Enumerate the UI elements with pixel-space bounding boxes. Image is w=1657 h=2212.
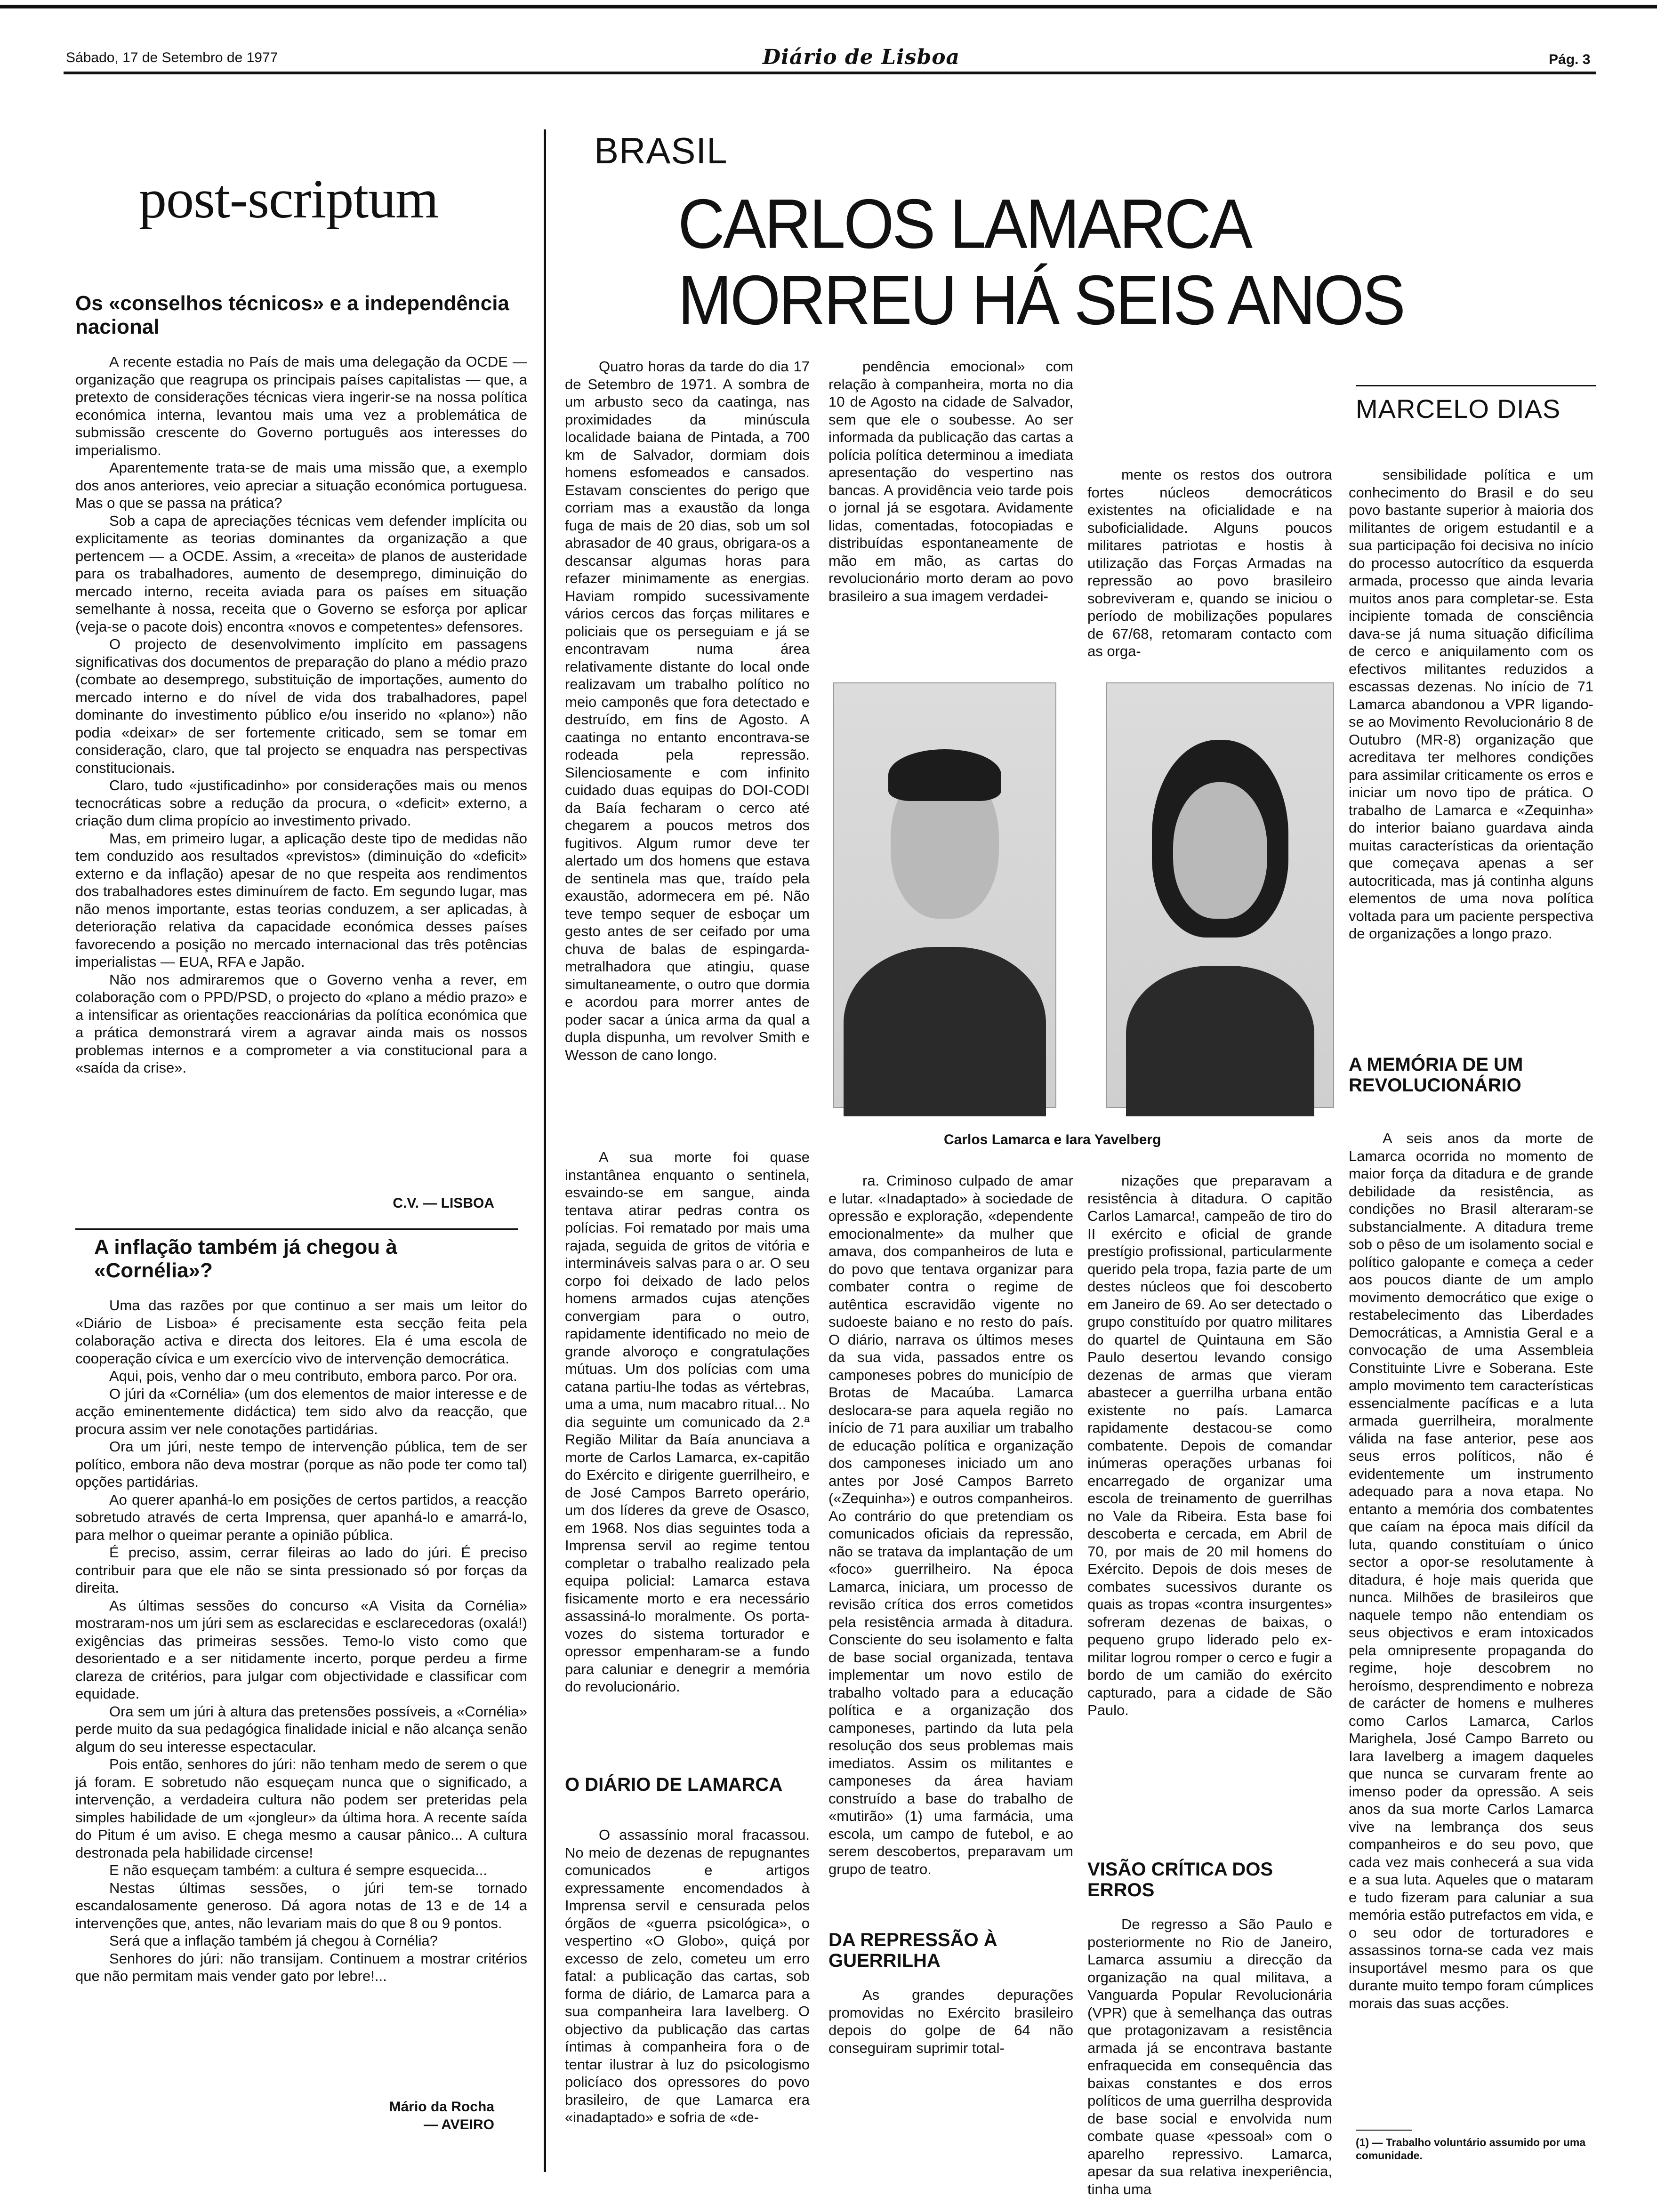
ps2-paragraph: Será que a inflação também já chegou à Cornélia? — [109, 1932, 438, 1949]
article-paragraph: A seis anos da morte de Lamarca ocorrida no momento de maior força da ditadura e de grande debilidade da resistência, as condições no Brasil alteraram-se substancialmente. A ditadura treme sob o pêso de um isolamento social e político galopante e começa a ceder aos poucos diante de um amplo movimento democrático que exige o restabelecimento das Liberdades Democráticas, a Amnistia Geral e a convocação de uma Assembleia Constituinte Livre e Soberana. Este amplo movimento tem características essencialmente pacíficas e a luta armada guerrilheira, moralmente válida na fase anterior, pese aos seus erros políticos, não é evidentemente um instrumento adequado para a nova etapa. No entanto a memória dos combatentes que caíam na época mais difícil da luta, quando constituíam o único sector a opor-se resolutamente à ditadura, é hoje mais querida que nunca. Milhões de brasileiros que naquele tempo não entendiam os seus objectivos e eram intoxicados pela omnipresente propaganda do regime, hoje descobrem no heroísmo, desprendimento e nobreza de carácter de homens e mulheres como Carlos Lamarca, Carlos Marighela, José Campo Barreto ou Iara Iavelberg a imagem daqueles que nunca se curvaram frente ao imenso poder da opressão. A seis anos da sua morte Carlos Lamarca vive na lembrança dos seus companheiros e do seu povo, que cada vez mais conhecerá a sua vida e a sua luta. Aqueles que o mataram e tudo fizeram para caluniar a sua memória estão putrefactos em vida, e o seu odor de torturadores e assassinos torna-se cada vez mais insuportável mesmo para os que durante muito tempo foram cúmplices morais das suas acções. — [1349, 1130, 1593, 2012]
ps2-paragraph: Ao querer apanhá-lo em posições de certos partidos, a reacção sobretudo através de certa Imprensa, quer apanhá-lo e amarrá-lo, para melhor o queimar perante a opinião pública. — [75, 1491, 527, 1543]
ps1-paragraph: Não nos admiraremos que o Governo venha a rever, em colaboração com o PPD/PSD, o projecto do «plano a médio prazo» e a intensificar as orientações reaccionárias da política económica que a prática demonstrará virem a agravar ainda mais os nossos problemas internos e a comprometer a via constitucional para a «saída da crise». — [75, 971, 527, 1076]
headline-line-1: CARLOS LAMARCA — [678, 184, 1251, 264]
article-paragraph: ra. Criminoso culpado de amar e lutar. «Inadaptado» à sociedade de opressão e exploração, «dependente emocionalmente» da mulher que amava, dos companheiros de luta e do povo que tentava organizar para combater contra o regime de autêntica escravidão vigente no sudoeste baiano e no resto do país. O diário, narrava os últimos meses da sua vida, passados entre os camponeses pobres do município de Brotas de Macaúba. Lamarca deslocara-se para aquela região no início de 71 para auxiliar um trabalho de educação política e organização dos camponeses iniciado um ano antes por José Campos Barreto («Zequinha») e outros companheiros. Ao contrário do que pretendiam os comunicados oficiais da repressão, não se tratava da implantação de um «foco» guerrilheiro. Na época Lamarca, iniciara, um processo de revisão crítica dos erros cometidos pela resistência armada à ditadura. Consciente do seu isolamento e falta de base social organizada, tentava implementar um novo estilo de trabalho voltado para a educação política e a organização dos camponeses, partindo da luta pela resolução dos seus problemas mais imediatos. Assim os militantes e camponeses da área haviam construído a base do trabalho de «mutirão» (1) uma farmácia, uma escola, um campo de futebol, e ao serem descobertos, preparavam um grupo de teatro. — [828, 1172, 1073, 1877]
ps-section1-body — [75, 353, 527, 1172]
article-paragraph: nizações que preparavam a resistência à ditadura. O capitão Carlos Lamarca!, campeão de tiro do II exército e oficial de grande prestígio profissional, particularmente querido pela tropa, fazia parte de um destes núcleos que foi descoberto em Janeiro de 69. Ao ser detectado o grupo constituído por quatro militares do quartel de Quintauna em São Paulo desertou levando consigo dezenas de armas que vieram abastecer a guerrilha urbana então existente no país. Lamarca rapidamente destacou-se como combatente. Depois de comandar inúmeras operações urbanas foi encarregado de organizar uma escola de treinamento de guerrilhas no Vale da Ribeira. Esta base foi descoberta e cercada, em Abril de 70, por mais de 20 mil homens do Exército. Depois de dois meses de combates sucessivos durante os quais as tropas «contra insurgentes» sofreram dezenas de baixas, o pequeno grupo liderado pelo ex-militar logrou romper o cerco e fugir a bordo de um camião do exército capturado, para a cidade de São Paulo. — [1087, 1172, 1332, 1718]
ps2-paragraph: Pois então, senhores do júri: não tenham medo de serem o que já foram. E sobretudo não esqueçam nunca que o significado, a intervenção, a verdadeira cultura não podem ser preteridas pela simples habilidade de um «jongleur» da última hora. A recente saída do Pitum é um aviso. E chega mesmo a causar pânico... A cultura destronada pela habilidade circense! — [75, 1756, 527, 1861]
portrait-face — [1173, 782, 1267, 919]
ps2-paragraph: E não esqueçam também: a cultura é sempre esquecida... — [109, 1862, 487, 1878]
ps1-paragraph: Sob a capa de apreciações técnicas vem defender implícita ou explicitamente as teorias dominantes da organização a que pertencem — a OCDE. Assim, a «receita» de planos de austeridade para os trabalhadores, aumento de desemprego, diminuição do mercado interno, receita aviada para os países em situação semelhante à nossa, receita que o Governo se esforça por aplicar (veja-se o pacote dois) encontra «novos e competentes» defensores. — [75, 512, 527, 635]
article-col2-end — [828, 1986, 1073, 2184]
article-kicker: BRASIL — [594, 130, 728, 171]
ps2-paragraph: Ora sem um júri à altura das pretensões possíveis, a «Cornélia» perde muito da sua pedagógica finalidade inicial e não alcança senão algum do seu interesse espectacular. — [75, 1703, 527, 1755]
col2-subheading: DA REPRESSÃO À GUERRILHA — [828, 1930, 997, 1971]
photo-carlos-lamarca — [833, 682, 1056, 1108]
ps-section1-heading: Os «conselhos técnicos» e a independência nacional — [75, 292, 509, 338]
ps2-paragraph: Uma das razões por que continuo a ser mais um leitor do «Diário de Lisboa» é precisamente esta secção feita pela colaboração activa e directa dos leitores. Ela é uma escola de cooperação cívica e um exercício vivo de intervenção democrática. — [75, 1297, 527, 1367]
ps-section1-signature: C.V. — LISBOA — [393, 1195, 494, 1211]
byline-rule — [1356, 385, 1596, 386]
article-paragraph: mente os restos dos outrora fortes núcleos democráticos existentes na oficialidade e na suboficialidade. Alguns poucos militares patriotas e hostis à utilização das Forças Armadas na repressão ao povo brasileiro sobreviveram e, quando se iniciou o período de mobilizações populares de 67/68, retomaram contacto com as orga- — [1087, 466, 1332, 659]
article-col4-end — [1349, 1130, 1593, 2099]
ps-section2-heading: A inflação também já chegou à «Cornélia»? — [94, 1235, 397, 1282]
article-col2-bottom — [828, 1172, 1073, 1887]
article-col2-top — [828, 358, 1073, 649]
article-col4-top — [1349, 466, 1593, 1050]
col1-subheading: O DIÁRIO DE LAMARCA — [565, 1774, 783, 1795]
article-col3-top — [1087, 466, 1332, 659]
ps2-paragraph: Aqui, pois, venho dar o meu contributo, embora parco. Por ora. — [109, 1368, 517, 1384]
ps1-paragraph: Mas, em primeiro lugar, a aplicação deste tipo de medidas não tem conduzido aos resultados «previstos» (diminuição do «deficit» externo e da inflação) apesar de no que respeita aos rendimentos dos trabalhadores estes diminuírem de facto. Em segundo lugar, mas não menos importante, estas teorias conduzem, a ser aplicadas, à deterioração relativa da capacidade económica desses países favorecendo a posição no mercado internacional das três potências imperialistas — EUA, RFA e Japão. — [75, 830, 527, 970]
ps2-paragraph: Nestas últimas sessões, o júri tem-se tornado escandalosamente generoso. Dá agora notas de 13 e de 14 a intervenções que, antes, não levariam mais do que 8 ou 9 pontos. — [75, 1879, 527, 1931]
page-number: Pág. 3 — [1549, 52, 1591, 67]
ps2-paragraph: Senhores do júri: não transijam. Continuem a mostrar critérios que não permitam mais vender gato por lebre!... — [75, 1950, 527, 1984]
header-rule — [64, 72, 1596, 74]
column-separator-left — [544, 129, 546, 2172]
ps1-paragraph: Aparentemente trata-se de mais uma missão que, a exemplo dos anos anteriores, veio apreciar a situação económica portuguesa. Mas o que se passa na prática? — [75, 459, 527, 511]
ps2-paragraph: O júri da «Cornélia» (um dos elementos de maior interesse e de acção eminentemente didáctica) tem sido alvo da reacção, que procura assim ver nele conotações partidárias. — [75, 1385, 527, 1437]
footnote-rule — [1356, 2130, 1412, 2131]
postscriptum-title: post-scriptum — [139, 168, 438, 230]
issue-date: Sábado, 17 de Setembro de 1977 — [66, 50, 278, 65]
article-col1-bottom — [565, 1148, 810, 1751]
ps-section2-signature-place: — AVEIRO — [423, 2117, 494, 2132]
ps2-paragraph: É preciso, assim, cerrar fileiras ao lado do júri. É preciso contribuir para que ele não se sinta pressionado só por forças da direita. — [75, 1544, 527, 1596]
article-col3-end — [1087, 1915, 1332, 2197]
portrait-shoulders — [1126, 966, 1314, 1116]
article-paragraph: Quatro horas da tarde do dia 17 de Setembro de 1971. A sombra de um arbusto seco da caatinga, nas proximidades da minúscula localidade baiana de Pintada, a 700 km de Salvador, dormiam dois homens esfomeados e cansados. Estavam conscientes do perigo que corriam mas a exaustão da longa fuga de mais de 20 dias, sob um sol abrasador de 40 graus, obrigara-os a descansar algumas horas para refazer minimamente as energias. Haviam rompido sucessivamente vários cercos das forças militares e policiais que os perseguiam e já se encontravam numa área relativamente distante do local onde realizavam um trabalho político no meio camponês que fora detectado e destruído, em fins de Agosto. A caatinga no entanto encontrava-se rodeada pela repressão. Silenciosamente e com infinito cuidado duas equipas do DOI-CODI da Baía fecharam o cerco até chegarem a poucos metros dos fugitivos. Algum rumor deve ter alertado um dos homens que estava de sentinela mas que, traído pela exaustão, adormecera em pé. Não teve tempo sequer de esboçar um gesto antes de ser ceifado por uma chuva de balas de espingarda-metralhadora que atingiu, quase simultaneamente, o outro que dormia e acordou para morrer antes de poder sacar a única arma da qual a dupla dispunha, um revolver Smith e Wesson de cano longo. — [565, 358, 810, 1063]
col3-subheading: VISÃO CRÍTICA DOS ERROS — [1087, 1859, 1273, 1900]
ps2-paragraph: Ora um júri, neste tempo de intervenção pública, tem de ser político, embora não deva mostrar (porque as não pode ter como tal) opções partidárias. — [75, 1438, 527, 1490]
headline-line-2: MORREU HÁ SEIS ANOS — [678, 261, 1404, 340]
article-footnote: (1) — Trabalho voluntário assumido por uma comunidade. — [1356, 2136, 1586, 2162]
ps1-paragraph: A recente estadia no País de mais uma delegação da OCDE — organização que reagrupa os principais países capitalistas — que, a pretexto de considerações técnicas viera ingerir-se na nossa política económica interna, levantou mais uma vez a problemática de submissão crescente do Governo português aos interesses do imperialismo. — [75, 353, 527, 458]
ps-section2-signature-name: Mário da Rocha — [389, 2099, 494, 2115]
article-paragraph: sensibilidade política e um conhecimento do Brasil e do seu povo bastante superior à maioria dos militantes de origem estudantil e a sua participação foi decisiva no início do processo autocrítico da esquerda armada, processo que ainda levaria muitos anos para completar-se. Esta incipiente tomada de consciência dava-se já numa situação dificílima de cerco e aniquilamento com os efectivos militantes reduzidos a escassas dezenas. No início de 71 Lamarca abandonou a VPR ligando-se ao Movimento Revolucionário 8 de Outubro (MR-8) organização que acreditava ter melhores condições para assimilar criticamente os erros e iniciar um novo tipo de prática. O trabalho de Lamarca e «Zequinha» do interior baiano guardava ainda muitas características da orientação que começava apenas a ser autocriticada, mas já continha alguns elementos de uma nova política voltada para um paciente perspectiva de organizações a longo prazo. — [1349, 466, 1593, 942]
portrait-shoulders — [844, 947, 1046, 1116]
article-paragraph: O assassínio moral fracassou. No meio de dezenas de repugnantes comunicados e artigos expressamente encomendados à Imprensa servil e censurada pelos órgãos de «guerra psicológica», o vespertino «O Globo», quiçá por excesso de zelo, cometeu um erro fatal: a publicação das cartas, sob forma de diário, de Lamarca para a sua companheira Iara Iavelberg. O objectivo da publicação das cartas íntimas à companheira fora o de tentar ilustrar à luz do psicologismo policíaco dos opressores do povo brasileiro, de que Lamarca era «inadaptado» e sofria de «de- — [565, 1827, 810, 2125]
photo-caption: Carlos Lamarca e Iara Yavelberg — [944, 1132, 1161, 1147]
ps1-paragraph: O projecto de desenvolvimento implícito em passagens significativas dos documentos de preparação do plano a médio prazo (combate ao desemprego, substituição de importações, aumento do mercado interno e do nível de vida dos trabalhadores, papel dominante do investimento público e/ou inserido no «plano») não podia «deixar» de ser fortemente criticado, sem se tomar em consideração, claro, que tal projecto se enquadra nas perspectivas constitucionais. — [75, 636, 527, 776]
ps1-paragraph: Claro, tudo «justificadinho» por considerações mais ou menos tecnocráticas sobre a redução da procura, o «deficit» externo, a criação dum clima propício ao investimento privado. — [75, 777, 527, 829]
ps-section2-body — [75, 1297, 527, 2087]
ps-divider — [75, 1228, 518, 1230]
article-paragraph: pendência emocional» com relação à companheira, morta no dia 10 de Agosto na cidade de Salvador, sem que ele o soubesse. Ao ser informada da publicação das cartas a polícia política determinou a imediata apresentação do vespertino nas bancas. A providência veio tarde pois o jornal já se esgotara. Avidamente lidas, comentadas, fotocopiadas e distribuídas espontaneamente de mão em mão, as cartas do revolucionário morto deram ao povo brasileiro a sua imagem verdadei- — [828, 358, 1073, 604]
article-headline — [678, 186, 1404, 338]
article-byline: MARCELO DIAS — [1356, 394, 1561, 424]
article-paragraph: De regresso a São Paulo e posteriormente no Rio de Janeiro, Lamarca assumiu a direcção da organização na qual militava, a Vanguarda Popular Revolucionária (VPR) que à semelhança das outras que protagonizavam a resistência armada já se encontrava bastante enfraquecida em consequência das baixas constantes e dos erros políticos de uma guerrilha desprovida de base social e envolvida num combate quase «pessoal» com o aparelho repressivo. Lamarca, apesar da sua relativa inexperiência, tinha uma — [1087, 1916, 1332, 2197]
article-paragraph: As grandes depurações promovidas no Exército brasileiro depois do golpe de 64 não conseguiram suprimir total- — [828, 1987, 1073, 2056]
newspaper-nameplate: Diário de Lisboa — [763, 45, 960, 69]
portrait-hair — [888, 749, 1001, 801]
col4-subheading: A MEMÓRIA DE UM REVOLUCIONÁRIO — [1349, 1054, 1523, 1096]
photo-iara-yavelberg — [1106, 682, 1334, 1108]
ps2-paragraph: As últimas sessões do concurso «A Visita da Cornélia» mostraram-nos um júri sem as esclarecidas e esclarecedoras (oxalá!) exigências das primeiras sessões. Temo-lo visto como que desorientado e a ser nitidamente incerto, porque perdeu a firme clareza de critérios, para julgar com objectividade e classificar com equidade. — [75, 1597, 527, 1702]
article-col1-top — [565, 358, 810, 1148]
article-paragraph: A sua morte foi quase instantânea enquanto o sentinela, esvaindo-se em sangue, ainda tentava atirar pedras contra os polícias. Foi rematado por mais uma rajada, seguida de gritos de vitória e intermináveis salvas para o ar. O seu corpo foi deixado de lado pelos homens armados cujas atenções convergiam para o outro, rapidamente identificado no meio de grande alvoroço e congratulações mútuas. Um dos polícias com uma catana partiu-lhe todas as vértebras, uma a uma, num macabro ritual... No dia seguinte um comunicado da 2.ª Região Militar da Baía anunciava a morte de Carlos Lamarca, ex-capitão do Exército e dirigente guerrilheiro, e de José Campos Barreto operário, um dos líderes da greve de Osasco, em 1968. Nos dias seguintes toda a Imprensa servil ao regime tentou completar o trabalho realizado pela equipa policial: Lamarca estava fisicamente morto e era necessário assassiná-lo moralmente. Os porta-vozes do sistema torturador e opressor empenharam-se a fundo para caluniar e denegrir a memória do revolucionário. — [565, 1149, 810, 1695]
top-border-rule — [0, 5, 1657, 8]
article-col1-end — [565, 1826, 810, 2184]
article-col3-bottom — [1087, 1172, 1332, 1831]
